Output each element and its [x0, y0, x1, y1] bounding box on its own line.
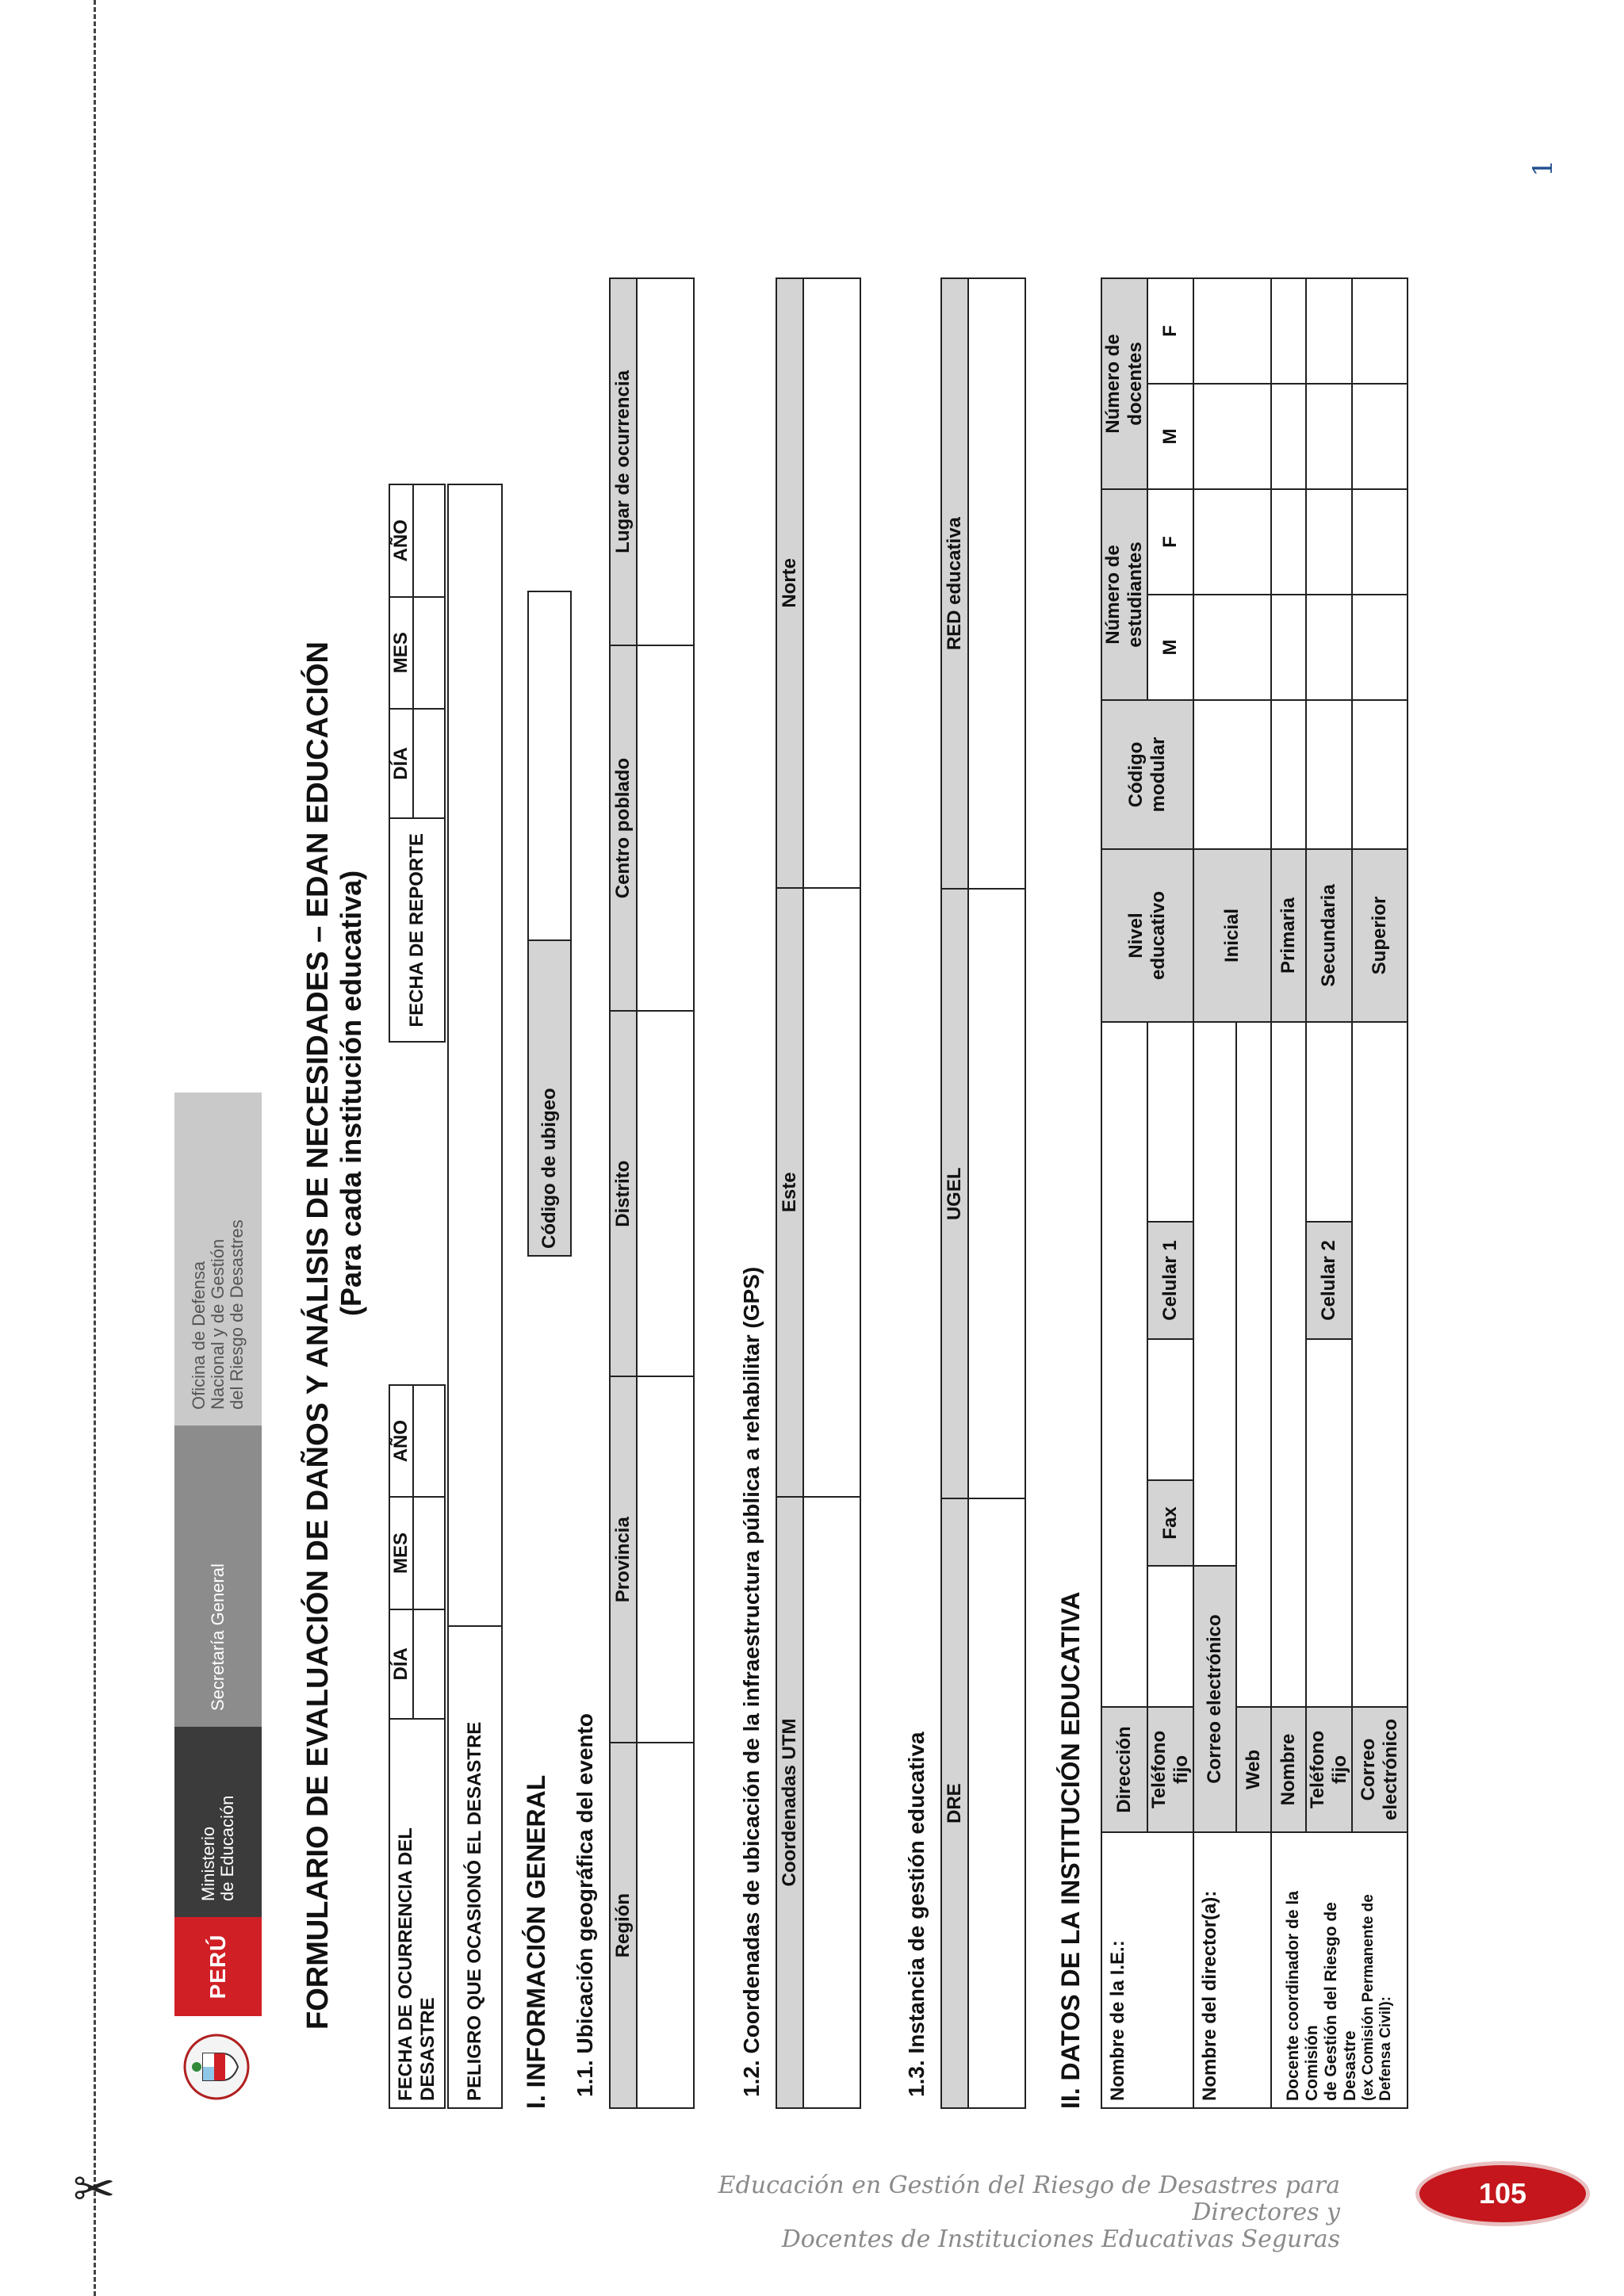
teachers-m-header: M	[1147, 384, 1193, 489]
geo-province-header: Provincia	[610, 1376, 637, 1743]
cell-primaria-tf[interactable]	[1271, 278, 1306, 384]
cell-inicial-tf[interactable]	[1193, 278, 1271, 384]
gps-table	[776, 277, 861, 2109]
cell-superior-tf[interactable]	[1352, 278, 1408, 384]
teachers-header: Número de docentes	[1101, 278, 1147, 489]
level-superior: Superior	[1352, 849, 1408, 1022]
secretary-label: Secretaría General	[174, 1425, 262, 1727]
rep-year-header: AÑO	[389, 484, 413, 597]
section-1-1-title: 1.1. Ubicación geográfica del evento	[573, 1713, 597, 2097]
gps-utm-header: Coordenadas UTM	[776, 1497, 803, 2108]
director-label: Nombre del director(a):	[1193, 1832, 1271, 2108]
fax-input[interactable]	[1147, 1339, 1193, 1480]
cell1-label: Celular 1	[1147, 1222, 1193, 1339]
phone-input[interactable]	[1147, 1566, 1193, 1707]
section-1-2-title: 1.2. Coordenadas de ubicación de la infraestructura pública a rehabilitar (GPS)	[739, 1266, 764, 2097]
section-1-3-title: 1.3. Instancia de gestión educativa	[904, 1732, 929, 2097]
mgmt-red-header: RED educativa	[941, 278, 968, 889]
geo-district-header: Distrito	[610, 1011, 637, 1376]
cut-line	[94, 0, 96, 2296]
occ-day-header: DÍA	[389, 1609, 413, 1719]
students-header: Número de estudiantes	[1101, 489, 1147, 700]
modular-secundaria[interactable]	[1306, 700, 1352, 849]
gps-north-header: Norte	[776, 278, 803, 888]
cell-secundaria-sm[interactable]	[1306, 595, 1352, 700]
occ-month-input[interactable]	[413, 1497, 445, 1609]
office-label: Oficina de Defensa Nacional y de Gestión del Riesgo de Desastres	[174, 1093, 262, 1425]
cell-superior-sf[interactable]	[1352, 489, 1408, 595]
report-label: FECHA DE REPORTE	[389, 818, 445, 1042]
occ-month-header: MES	[389, 1497, 413, 1609]
geo-region-input[interactable]	[637, 1743, 694, 2108]
ubigeo-input[interactable]	[528, 591, 571, 940]
mgmt-ugel-header: UGEL	[941, 889, 968, 1498]
modular-superior[interactable]	[1352, 700, 1408, 849]
web-input[interactable]	[1236, 1022, 1271, 1707]
phone-label: Teléfono fijo	[1147, 1707, 1193, 1832]
director-email-input[interactable]	[1193, 1022, 1236, 1566]
ubigeo-label: Código de ubigeo	[528, 940, 571, 1256]
rep-day-input[interactable]	[413, 709, 445, 818]
gps-utm-input[interactable]	[803, 1497, 860, 2108]
director-email-label: Correo electrónico	[1193, 1566, 1236, 1832]
geo-province-input[interactable]	[637, 1376, 694, 1743]
mgmt-dre-header: DRE	[941, 1498, 968, 2108]
ubigeo-table	[527, 591, 572, 1257]
section-2-title: II. DATOS DE LA INSTITUCIÓN EDUCATIVA	[1056, 1591, 1085, 2109]
cell2-label: Celular 2	[1306, 1222, 1352, 1339]
modular-header: Código modular	[1101, 700, 1193, 849]
coordinator-email-label: Correo electrónico	[1352, 1707, 1408, 1832]
section-1-title: I. INFORMACIÓN GENERAL	[522, 1774, 550, 2109]
gps-east-header: Este	[776, 888, 803, 1497]
geo-town-header: Centro poblado	[610, 645, 637, 1011]
mgmt-ugel-input[interactable]	[968, 889, 1025, 1498]
cell2-input[interactable]	[1306, 1022, 1352, 1222]
hazard-table	[447, 484, 503, 2109]
coordinator-name-input[interactable]	[1271, 1022, 1306, 1707]
occ-year-input[interactable]	[413, 1385, 445, 1498]
cell-primaria-sf[interactable]	[1271, 489, 1306, 595]
occurrence-label: FECHA DE OCURRENCIA DEL DESASTRE	[389, 1719, 445, 2108]
occ-day-input[interactable]	[413, 1609, 445, 1719]
coordinator-email-input[interactable]	[1352, 1022, 1408, 1707]
gps-east-input[interactable]	[803, 888, 860, 1497]
level-secundaria: Secundaria	[1306, 849, 1352, 1022]
form-subtitle: (Para cada institución educativa)	[335, 870, 367, 1316]
cell-secundaria-tm[interactable]	[1306, 384, 1352, 489]
cell-inicial-sm[interactable]	[1193, 595, 1271, 700]
mgmt-dre-input[interactable]	[968, 1498, 1025, 2108]
dates-table	[389, 484, 446, 2109]
cell1-input[interactable]	[1147, 1022, 1193, 1222]
mgmt-red-input[interactable]	[968, 278, 1025, 889]
geo-place-header: Lugar de ocurrencia	[610, 278, 637, 645]
rep-month-header: MES	[389, 597, 413, 709]
students-m-header: M	[1147, 595, 1193, 700]
address-label: Dirección	[1101, 1707, 1147, 1832]
hazard-label: PELIGRO QUE OCASIONÓ EL DESASTRE	[448, 1626, 502, 2108]
address-input[interactable]	[1101, 1022, 1147, 1707]
cell-primaria-sm[interactable]	[1271, 595, 1306, 700]
level-inicial: Inicial	[1193, 849, 1271, 1022]
cell-secundaria-sf[interactable]	[1306, 489, 1352, 595]
fax-label: Fax	[1147, 1480, 1193, 1566]
page-marker: 1	[1526, 159, 1559, 177]
teachers-f-header: F	[1147, 278, 1193, 384]
rep-day-header: DÍA	[389, 709, 413, 818]
level-primaria: Primaria	[1271, 849, 1306, 1022]
footer-text	[611, 2172, 1340, 2253]
geo-region-header: Región	[610, 1743, 637, 2108]
dates-spacer	[389, 1043, 445, 1385]
coordinator-label: Docente coordinador de la Comisión de Gestión del Riesgo de Desastre (ex Comisión Permanente de Defensa Civil):	[1271, 1832, 1408, 2108]
rep-month-input[interactable]	[413, 597, 445, 709]
institution-table	[1101, 277, 1408, 2109]
geo-district-input[interactable]	[637, 1011, 694, 1376]
cell-inicial-tm[interactable]	[1193, 384, 1271, 489]
rotated-form-page	[174, 48, 1491, 2109]
geo-place-input[interactable]	[637, 278, 694, 645]
form-title: FORMULARIO DE EVALUACIÓN DE DAÑOS Y ANÁLISIS DE NECESIDADES – EDAN EDUCACIÓN	[301, 641, 335, 2030]
cell-secundaria-tf[interactable]	[1306, 278, 1352, 384]
gps-north-input[interactable]	[803, 278, 860, 888]
coordinator-phone-label: Teléfono fijo	[1306, 1707, 1352, 1832]
page-number-badge: 105	[1415, 2161, 1590, 2226]
cell-superior-sm[interactable]	[1352, 595, 1408, 700]
coordinator-phone-input[interactable]	[1306, 1339, 1352, 1707]
geo-table	[609, 277, 695, 2109]
header-logos	[174, 1093, 262, 2109]
modular-primaria[interactable]	[1271, 700, 1306, 849]
geo-town-input[interactable]	[637, 645, 694, 1011]
cell-inicial-sf[interactable]	[1193, 489, 1271, 595]
cell-primaria-tm[interactable]	[1271, 384, 1306, 489]
rep-year-input[interactable]	[413, 484, 445, 597]
level-header: Nivel educativo	[1101, 849, 1193, 1022]
occ-year-header: AÑO	[389, 1385, 413, 1498]
hazard-input[interactable]	[448, 484, 502, 1626]
management-table	[940, 277, 1026, 2109]
footer-line-1: Educación en Gestión del Riesgo de Desastres para Directores y	[718, 2172, 1340, 2226]
cell-superior-tm[interactable]	[1352, 384, 1408, 489]
coordinator-name-label: Nombre	[1271, 1707, 1306, 1832]
footer-line-2: Docentes de Instituciones Educativas Seguras	[781, 2225, 1340, 2253]
ministry-label: Ministerio de Educación	[174, 1727, 262, 1917]
ie-name-label: Nombre de la I.E.:	[1101, 1832, 1193, 2108]
scissors-icon: ✂	[73, 2160, 116, 2219]
modular-inicial[interactable]	[1193, 700, 1271, 849]
students-f-header: F	[1147, 489, 1193, 595]
coat-of-arms-icon	[174, 2026, 258, 2109]
peru-label: PERÚ	[174, 1917, 262, 2016]
web-label: Web	[1236, 1707, 1271, 1832]
